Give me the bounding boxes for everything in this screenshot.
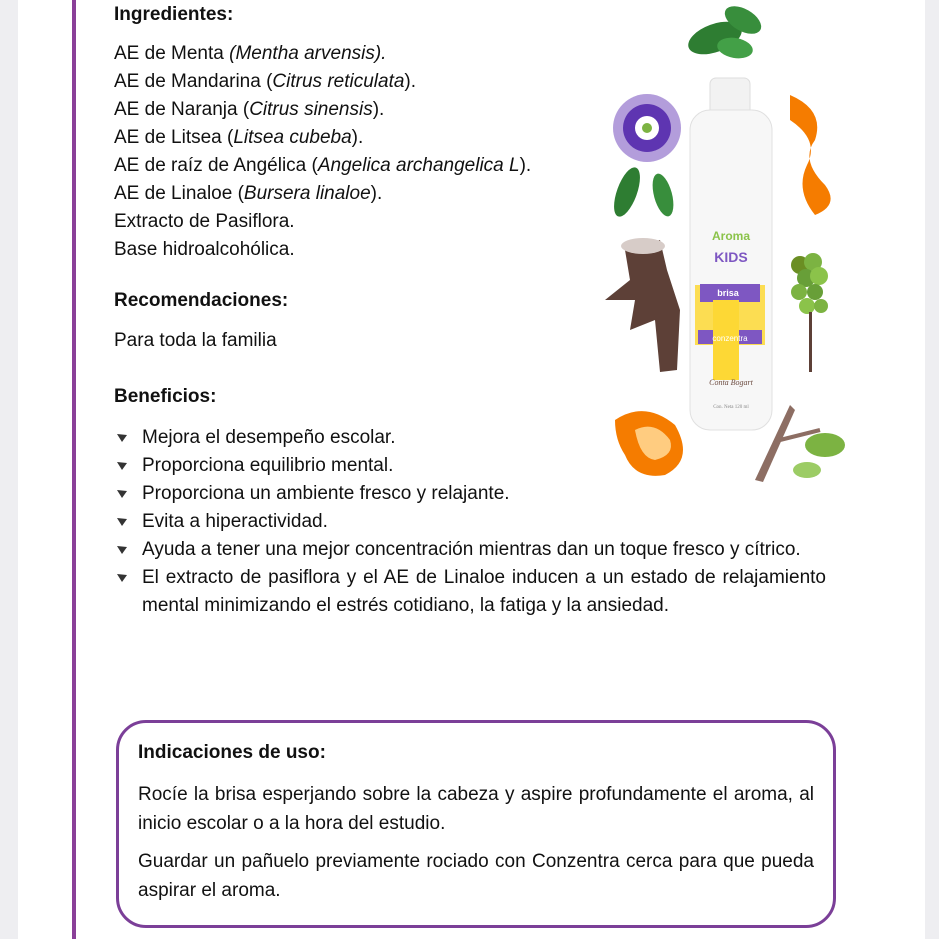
page-edge-right	[925, 0, 939, 939]
benefit-item: El extracto de pasiflora y el AE de Linaloe inducen a un estado de relajamiento mental minimizando el estrés cotidiano, la fatiga y la ansiedad.	[114, 564, 826, 620]
orange-peel-image	[790, 95, 831, 215]
usage-heading: Indicaciones de uso:	[138, 742, 326, 763]
ingredient-item: Extracto de Pasiflora.	[114, 211, 295, 232]
ingredient-item: Base hidroalcohólica.	[114, 239, 295, 260]
recommendations-heading: Recomendaciones:	[114, 290, 289, 311]
benefit-item: Evita a hiperactividad.	[114, 508, 562, 536]
benefit-item: Mejora el desempeño escolar.	[114, 424, 562, 452]
ingredient-item: AE de Naranja (Citrus sinensis).	[114, 99, 385, 120]
ingredient-item: AE de Litsea (Litsea cubeba).	[114, 127, 364, 148]
orange-slice-image	[615, 411, 683, 476]
benefit-item: Proporciona equilibrio mental.	[114, 452, 562, 480]
leaf-bullet-icon	[116, 432, 128, 444]
leaf-bullet-icon	[116, 572, 128, 584]
label-type: brisa	[717, 288, 739, 298]
product-illustration	[585, 0, 865, 500]
purple-margin-rule	[72, 0, 76, 939]
leaf-bullet-icon	[116, 460, 128, 472]
label-line: KIDS	[714, 249, 748, 265]
benefits-heading: Beneficios:	[114, 386, 217, 407]
passion-flower-image	[609, 94, 681, 220]
ingredient-item: AE de Linaloe (Bursera linaloe).	[114, 183, 383, 204]
ingredients-heading: Ingredientes:	[114, 4, 234, 25]
page-edge-left	[0, 0, 18, 939]
leaf-bullet-icon	[116, 516, 128, 528]
ingredient-item: AE de Mandarina (Citrus reticulata).	[114, 71, 417, 92]
mint-leaves-image	[684, 0, 766, 61]
benefit-item: Ayuda a tener una mejor concentración mientras dan un toque fresco y cítrico.	[114, 536, 826, 564]
ingredient-item: AE de Menta (Mentha arvensis).	[114, 43, 387, 64]
ingredients-list	[114, 40, 531, 264]
litsea-berries-image	[791, 253, 828, 372]
label-brand: Aroma	[711, 229, 751, 243]
usage-paragraph-1: Rocíe la brisa esperjando sobre la cabeza y aspire profundamente el aroma, al inicio escolar o a la hora del estudio.	[138, 784, 814, 834]
leaf-bullet-icon	[116, 544, 128, 556]
label-name: conzentra	[712, 334, 748, 343]
ingredient-item: AE de raíz de Angélica (Angelica archangelica L).	[114, 155, 532, 176]
recommendations-text: Para toda la familia	[114, 330, 277, 351]
leaf-bullet-icon	[116, 488, 128, 500]
label-maker: Conta Bogart	[709, 378, 753, 387]
label-volume: Con. Neta 120 ml	[713, 405, 749, 410]
usage-paragraph-2: Guardar un pañuelo previamente rociado con Conzentra cerca para que pueda aspirar el aroma.	[138, 851, 814, 901]
benefit-item: Proporciona un ambiente fresco y relajante.	[114, 480, 582, 508]
angelica-root-image	[605, 238, 680, 372]
